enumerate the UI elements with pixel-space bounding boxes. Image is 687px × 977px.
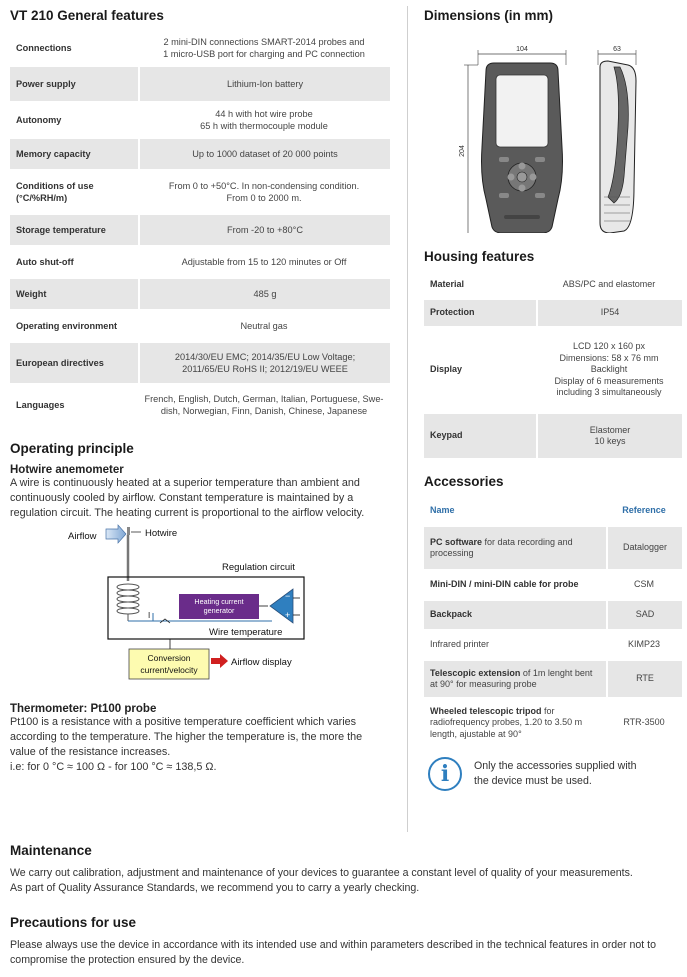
spec-label: European directives	[10, 343, 138, 383]
spec-value: 2 mini-DIN connections SMART-2014 probes and 1 micro-USB port for charging and PC connection	[163, 37, 365, 59]
spec-row	[10, 311, 390, 341]
operating-principle-title: Operating principle	[10, 441, 134, 456]
spec-value: 2014/30/EU EMC; 2014/35/EU Low Voltage; 2011/65/EU RoHS II; 2012/19/EU WEEE	[138, 343, 390, 383]
info-icon: i	[428, 757, 462, 791]
spec-value: French, English, Dutch, German, Italian, Portuguese, Swe- dish, Norwegian, Finn, Danish, Chinese, Japanese	[144, 394, 384, 416]
housing-value: Elastomer 10 keys	[536, 414, 682, 458]
conversion-line-2: current/velocity	[140, 665, 198, 675]
accessory-reference: KIMP23	[627, 639, 660, 650]
spec-row	[10, 171, 390, 213]
current-label: I	[148, 611, 151, 620]
hotwire-label: Hotwire	[145, 528, 178, 539]
device-front-view	[482, 63, 563, 233]
housing-label: Material	[430, 279, 465, 290]
housing-features-title: Housing features	[424, 249, 535, 264]
accessory-reference: RTE	[606, 661, 682, 697]
spec-label: Languages	[16, 400, 65, 410]
spec-row	[10, 385, 390, 425]
device-side-view	[600, 61, 636, 233]
regulation-label: Regulation circuit	[222, 562, 295, 573]
accessory-reference: SAD	[606, 601, 682, 629]
reference-column-header: Reference	[606, 497, 682, 525]
accessories-note	[424, 757, 682, 791]
housing-label: Keypad	[424, 414, 536, 458]
hotwire-text: A wire is continuously heated at a superior temperature than ambient and continuously cooled by airflow. Constant temperature is maintained by a regulation circuit. The heating current is proportional to the airflow velocity.	[10, 477, 365, 519]
maintenance-text-1: We carry out calibration, adjustment and maintenance of your devices to guarantee a constant level of quality of your measurements.	[10, 867, 633, 879]
spec-value: Neutral gas	[240, 321, 288, 331]
heating-line-2: generator	[203, 606, 235, 615]
spec-row	[10, 31, 390, 65]
amp-minus-sign: −	[285, 591, 291, 601]
spec-value: Up to 1000 dataset of 20 000 points	[138, 139, 390, 169]
height-dimension: 204	[459, 145, 466, 157]
spec-label: Operating environment	[16, 321, 118, 331]
spec-label: Storage temperature	[10, 215, 138, 245]
left-column	[10, 8, 390, 775]
precautions-text: Please always use the device in accordance with its intended use and within parameters described in the technical features in order not to compromise the protection ensured by the device.	[10, 939, 657, 966]
spec-row	[10, 67, 390, 101]
spec-value: From -20 to +80°C	[138, 215, 390, 245]
housing-value: LCD 120 x 160 px Dimensions: 58 x 76 mm Backlight Display of 6 measurements including 3 simultaneously	[554, 341, 664, 398]
airflow-label: Airflow	[68, 531, 97, 542]
maintenance-text-2: As part of Quality Assurance Standards, we recommend you to carry a yearly checking.	[10, 882, 420, 894]
accessory-row	[424, 699, 682, 747]
spec-label: Conditions of use (°C/%RH/m)	[16, 181, 94, 203]
general-features-title: VT 210 General features	[10, 8, 164, 23]
housing-value: ABS/PC and elastomer	[562, 279, 656, 290]
accessories-note-text: Only the accessories supplied with the device must be used.	[474, 760, 637, 787]
accessories-title: Accessories	[424, 474, 504, 489]
spec-label: Power supply	[10, 67, 138, 101]
accessory-row	[424, 661, 682, 697]
precautions-section	[10, 915, 680, 968]
housing-value: IP54	[536, 300, 682, 326]
accessory-reference: Datalogger	[606, 527, 682, 569]
housing-label: Protection	[424, 300, 536, 326]
red-arrow-icon	[211, 654, 228, 668]
spec-value: Adjustable from 15 to 120 minutes or Off	[181, 257, 347, 267]
spec-label: Autonomy	[16, 115, 62, 125]
name-column-header: Name	[424, 497, 606, 525]
dimensions-title: Dimensions (in mm)	[424, 8, 554, 23]
housing-features-table	[424, 270, 682, 460]
accessory-name: Wheeled telescopic tripod for radiofrequency probes, 1.20 to 3.50 m length, ajustable at 90°	[430, 705, 583, 739]
heating-line-1: Heating current	[194, 597, 244, 606]
airflow-arrow-icon	[106, 525, 126, 543]
pt100-title: Thermometer: Pt100 probe	[10, 703, 157, 715]
depth-dimension: 63	[613, 46, 621, 53]
hotwire-tip	[127, 527, 130, 535]
accessories-header-row	[424, 497, 682, 525]
hotwire-diagram	[10, 523, 390, 683]
pt100-text: Pt100 is a resistance with a positive temperature coefficient which varies according to the temperature. The higher the temperature is, the more the value of the resistance increases.	[10, 716, 363, 758]
airflow-display-label: Airflow display	[231, 657, 292, 668]
precautions-title: Precautions for use	[10, 915, 137, 930]
amp-plus-sign: +	[285, 610, 291, 620]
spec-label: Weight	[10, 279, 138, 309]
housing-label: Display	[430, 364, 463, 375]
spec-row	[10, 247, 390, 277]
spec-row	[10, 279, 390, 309]
conversion-line-1: Conversion	[147, 653, 191, 663]
hotwire-title: Hotwire anemometer	[10, 464, 124, 476]
wire-temperature-label: Wire temperature	[209, 627, 283, 638]
maintenance-title: Maintenance	[10, 843, 92, 858]
spec-value: 485 g	[138, 279, 390, 309]
spec-row	[10, 103, 390, 137]
spec-label: Auto shut-off	[16, 257, 74, 267]
pt100-formula: i.e: for 0 °C ≈ 100 Ω - for 100 °C ≈ 138,5 Ω.	[10, 761, 217, 773]
housing-row	[424, 300, 682, 326]
accessory-name: Mini-DIN / mini-DIN cable for probe	[430, 579, 579, 590]
accessory-reference: RTR-3500	[623, 717, 665, 728]
accessories-table	[424, 495, 682, 749]
general-features-table	[10, 29, 390, 427]
accessory-name: Backpack	[424, 601, 606, 629]
housing-row	[424, 272, 682, 298]
dimensions-drawing	[424, 27, 682, 233]
accessory-reference: CSM	[634, 579, 654, 590]
spec-label: Connections	[16, 43, 72, 53]
spec-row	[10, 343, 390, 383]
accessory-row	[424, 527, 682, 569]
spec-value: 44 h with hot wire probe 65 h with thermocouple module	[200, 109, 328, 131]
housing-row	[424, 414, 682, 458]
right-column	[424, 8, 682, 791]
accessory-name: Telescopic extension of 1m lenght bent at 90° for measuring probe	[424, 661, 606, 697]
accessory-row	[424, 631, 682, 659]
accessory-row	[424, 571, 682, 599]
accessory-row	[424, 601, 682, 629]
device-screen	[496, 75, 548, 147]
width-dimension: 104	[516, 46, 528, 53]
spec-label: Memory capacity	[10, 139, 138, 169]
maintenance-section	[10, 843, 680, 896]
spec-value: Lithium-Ion battery	[138, 67, 390, 101]
housing-row	[424, 328, 682, 412]
spec-row	[10, 139, 390, 169]
coil-icon	[117, 584, 139, 621]
accessory-name: Infrared printer	[430, 639, 490, 650]
accessory-name: PC software for data recording and processing	[424, 527, 606, 569]
column-divider	[407, 6, 408, 832]
spec-row	[10, 215, 390, 245]
spec-value: From 0 to +50°C. In non-condensing condition. From 0 to 2000 m.	[168, 181, 360, 203]
